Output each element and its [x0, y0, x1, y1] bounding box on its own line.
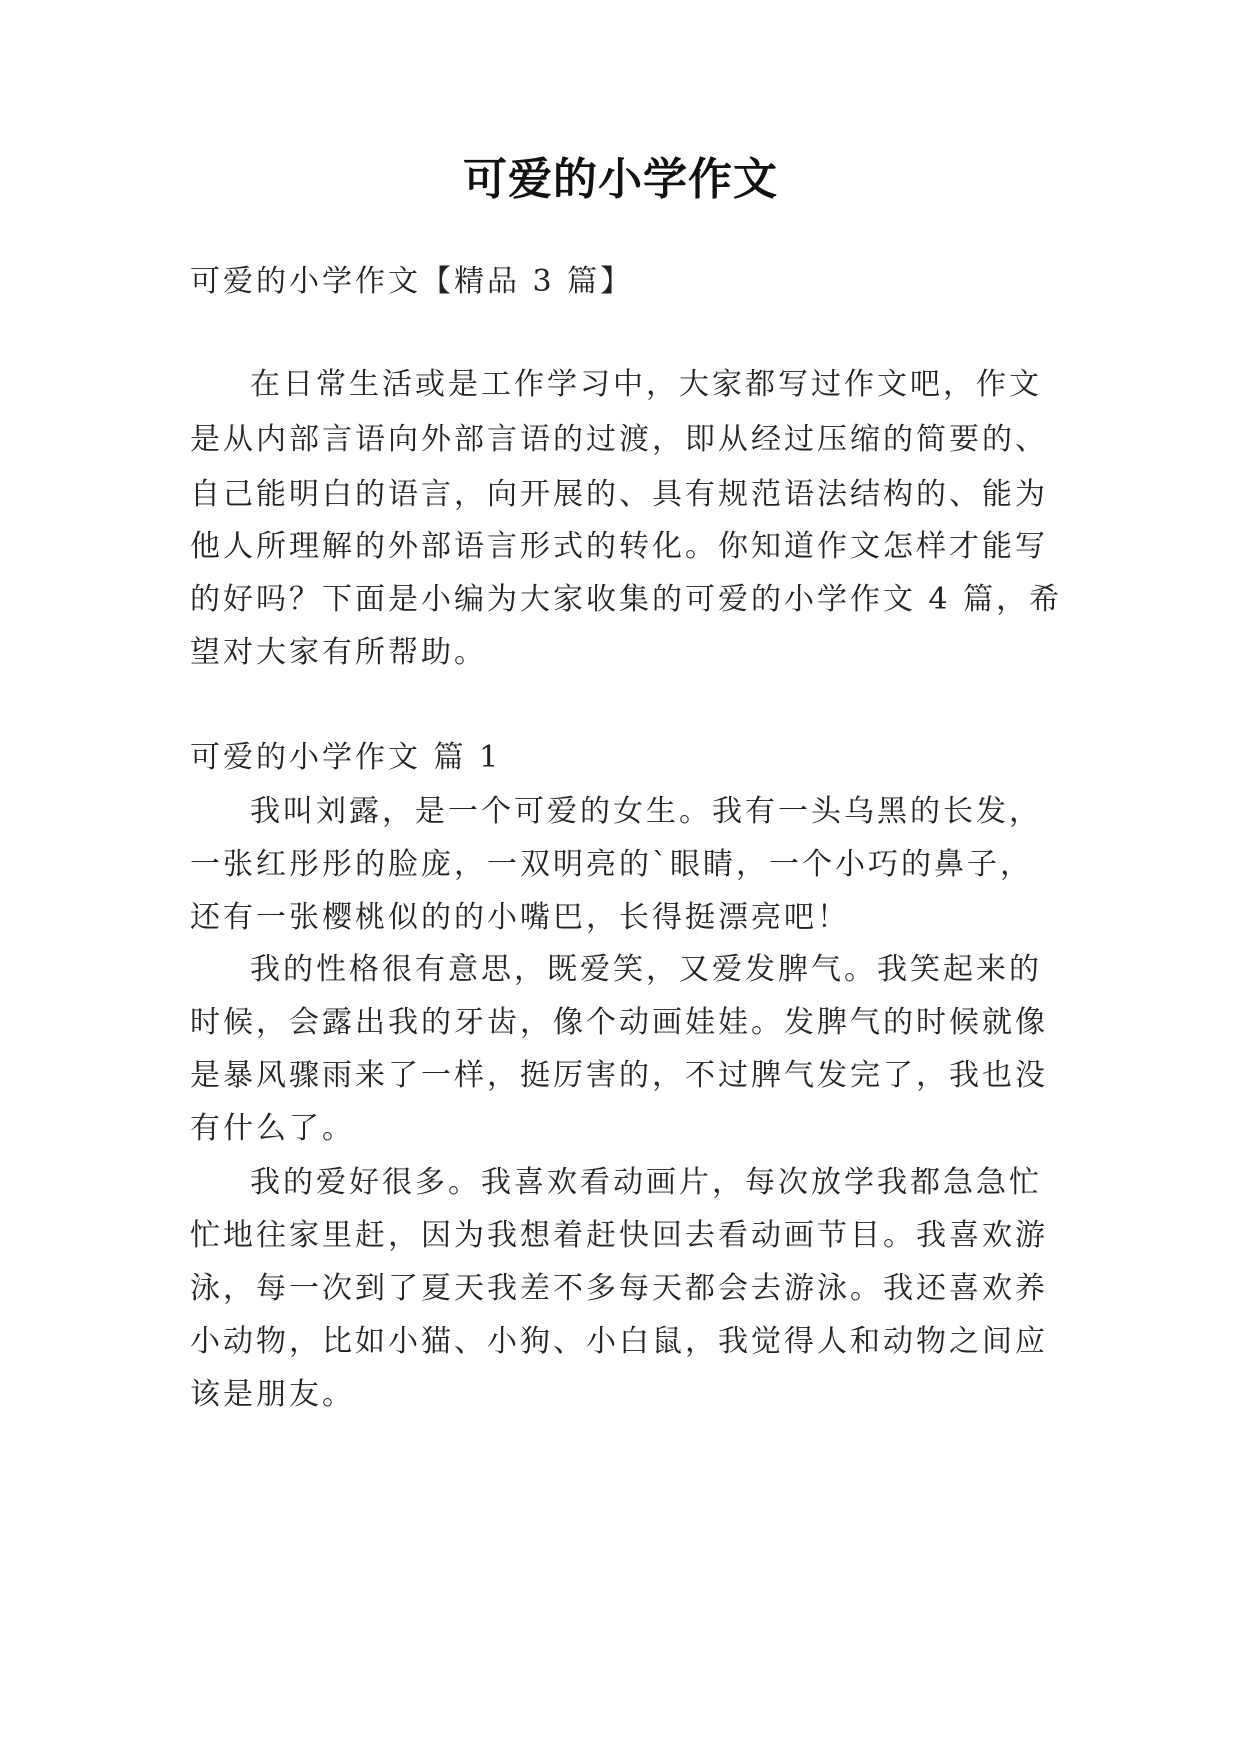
- paragraph-line: 该是朋友。: [190, 1377, 355, 1412]
- document-subtitle: 可爱的小学作文【精品 3 篇】: [190, 264, 634, 299]
- paragraph-line: 我叫刘露，是一个可爱的女生。我有一头乌黑的长发，: [250, 794, 1042, 829]
- paragraph-line: 一张红彤彤的脸庞，一双明亮的`眼睛，一个小巧的鼻子，: [190, 847, 1033, 882]
- paragraph-line: 还有一张樱桃似的的小嘴巴，长得挺漂亮吧！: [190, 900, 850, 935]
- intro-line: 的好吗？下面是小编为大家收集的可爱的小学作文 4 篇，希: [190, 582, 1063, 617]
- intro-line: 望对大家有所帮助。: [190, 635, 487, 670]
- paragraph-line: 忙地往家里赶，因为我想着赶快回去看动画节目。我喜欢游: [190, 1218, 1048, 1253]
- intro-line: 是从内部言语向外部言语的过渡，即从经过压缩的简要的、: [190, 422, 1048, 457]
- paragraph-line: 泳，每一次到了夏天我差不多每天都会去游泳。我还喜欢养: [190, 1271, 1048, 1306]
- paragraph-line: 有什么了。: [190, 1111, 355, 1146]
- paragraph-line: 小动物，比如小猫、小狗、小白鼠，我觉得人和动物之间应: [190, 1324, 1048, 1359]
- section-heading: 可爱的小学作文 篇 1: [190, 740, 502, 775]
- intro-line: 在日常生活或是工作学习中，大家都写过作文吧，作文: [250, 367, 1042, 402]
- paragraph-line: 是暴风骤雨来了一样，挺厉害的，不过脾气发完了，我也没: [190, 1058, 1048, 1093]
- intro-line: 自己能明白的语言，向开展的、具有规范语法结构的、能为: [190, 477, 1048, 512]
- document-title: 可爱的小学作文: [463, 154, 778, 205]
- intro-line: 他人所理解的外部语言形式的转化。你知道作文怎样才能写: [190, 529, 1048, 564]
- paragraph-line: 我的性格很有意思，既爱笑，又爱发脾气。我笑起来的: [250, 952, 1042, 987]
- paragraph-line: 我的爱好很多。我喜欢看动画片，每次放学我都急急忙: [250, 1165, 1042, 1200]
- paragraph-line: 时候，会露出我的牙齿，像个动画娃娃。发脾气的时候就像: [190, 1005, 1048, 1040]
